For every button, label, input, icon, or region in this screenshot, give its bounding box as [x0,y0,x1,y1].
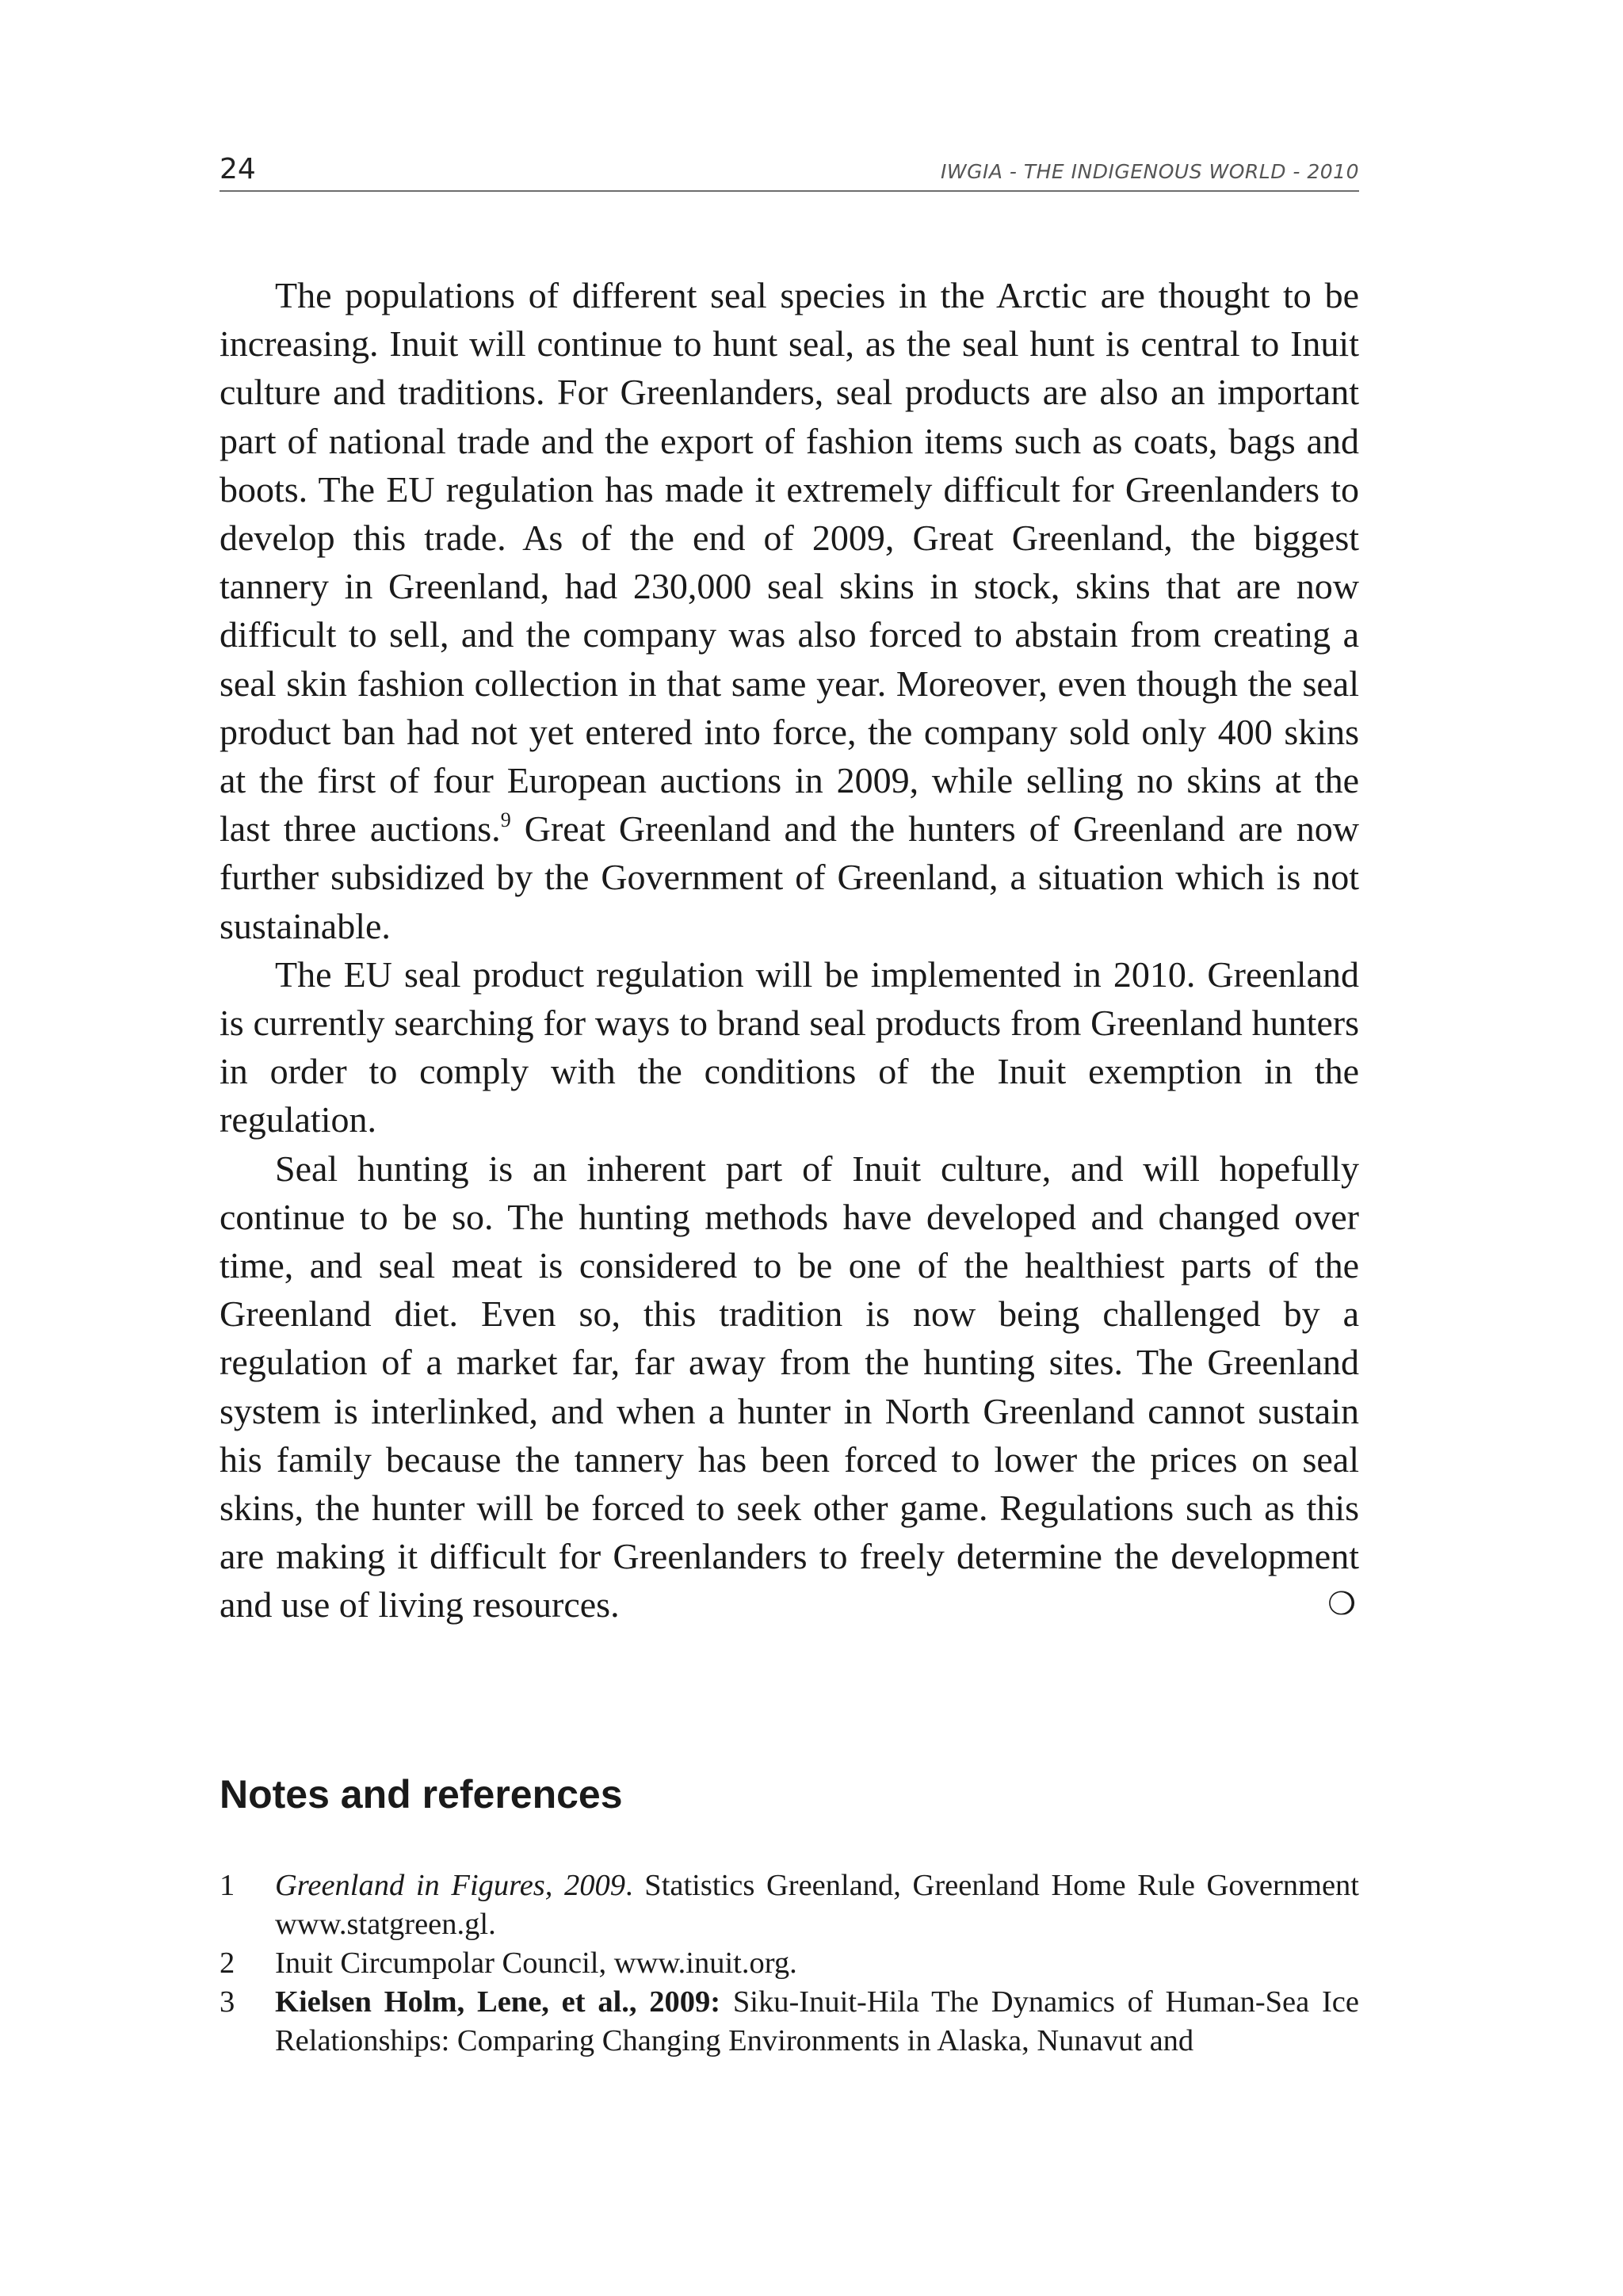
footnote-reference: 9 [500,808,511,831]
document-page [220,0,1359,2296]
body-paragraph [220,271,1359,950]
note-number: 1 [220,1869,235,1902]
paragraph-text: The populations of different seal species in the Arctic are thought to be increasing. Inuit will continue to hunt seal, as the seal hunt is central to Inuit culture and traditions. For Greenlanders, seal products are also an important part of national trade and the export of fashion items such as coats, bags and boots. The EU regulation has made it extremely difficult for Greenlanders to develop this trade. As of the end of 2009, Great Greenland, the biggest tannery in Greenland, had 230,000 seal skins in stock, skins that are now difficult to sell, and the company was also forced to abstain from creating a seal skin fashion collection in that same year. Moreover, even though the seal product ban had not yet entered into force, the company sold only 400 skins at the first of four European auctions in 2009, while selling no skins at the last three auctions. [220,275,1359,850]
paragraph-text: Great Greenland and the hunters of Greenland are now further subsidized by the Government of Greenland, a situation which is not sustainable. [220,808,1360,946]
note-number: 2 [220,1946,235,1980]
note-item [220,1866,1359,1944]
page-number: 24 [220,153,256,185]
running-header [220,152,1359,192]
paragraph-text: Seal hunting is an inherent part of Inuit culture, and will hopefully continue to be so. The hunting methods have developed and changed over time, and seal meat is considered to be one of the healthiest parts of the Greenland diet. Even so, this tradition is now being challenged by a regulation of a market far, far away from the hunting sites. The Greenland system is interlinked, and when a hunter in North Greenland cannot sustain his family because the tannery has been forced to lower the prices on seal skins, the hunter will be forced to seek other game. Regulations such as this are making it difficult for Greenlanders to freely determine the development and use of living resources. [220,1148,1359,1626]
journal-title: IWGIA - THE INDIGENOUS WORLD - 2010 [940,160,1359,183]
note-item [220,1944,1359,1983]
notes-list [220,1866,1359,2061]
note-text: . Statistics Greenland, Greenland Home Rule Government www.statgreen.gl. [275,1869,1360,1941]
note-item [220,1983,1359,2061]
note-number: 3 [220,1985,235,2019]
note-text: Siku-Inuit-Hila The Dynamics of Human-Sea Ice Relationships: Comparing Changing Environments in Alaska, Nunavut and [275,1985,1359,2057]
note-source-title: Greenland in Figures, 2009 [275,1869,626,1902]
article-body [220,271,1359,1629]
note-text: Inuit Circumpolar Council, www.inuit.org. [275,1946,797,1980]
note-author: Kielsen Holm, Lene, et al., 2009: [275,1985,721,2019]
end-of-article-icon: ❍ [1327,1586,1356,1623]
notes-heading: Notes and references [220,1772,623,1817]
body-paragraph: The EU seal product regulation will be implemented in 2010. Greenland is currently searching for ways to brand seal products from Greenland hunters in order to comply with the conditions of the Inuit exemption in the regulation. [220,953,1359,1140]
body-paragraph [220,1144,1359,1629]
